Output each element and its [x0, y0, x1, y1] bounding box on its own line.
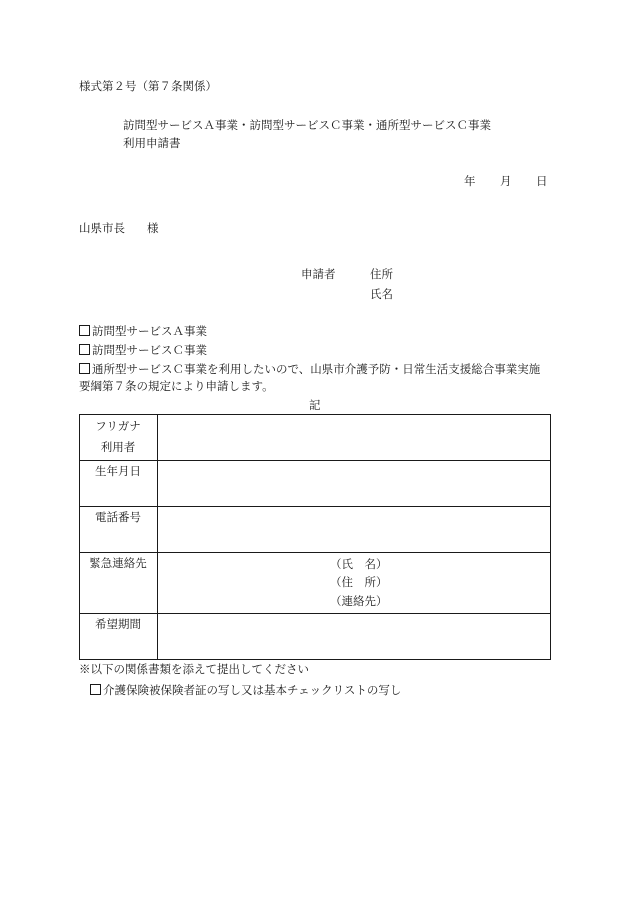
date-month-label: 月	[500, 174, 512, 188]
birthdate-label: 生年月日	[95, 464, 141, 478]
option-visit-a	[79, 325, 207, 338]
option-visit-a-label: 訪問型サービスＡ事業	[92, 324, 207, 338]
table-row-divider	[79, 613, 551, 614]
emergency-label: 緊急連絡先	[89, 556, 147, 570]
furigana-label: フリガナ	[95, 419, 141, 433]
emergency-name-label: （氏 名）	[330, 557, 388, 571]
option-daycare-c	[79, 363, 540, 376]
attachment-note: ※以下の関係書類を添えて提出してください	[79, 662, 309, 676]
checkbox-visit-c[interactable]	[79, 344, 90, 355]
option-visit-c-label: 訪問型サービスＣ事業	[92, 343, 207, 357]
attachment-item-label: 介護保険被保険者証の写し又は基本チェックリストの写し	[103, 683, 402, 697]
checkbox-visit-a[interactable]	[79, 325, 90, 336]
address-label: 住所	[370, 267, 393, 281]
ki-label: 記	[309, 398, 321, 412]
statement-line2: 要綱第７条の規定により申請します。	[79, 379, 274, 393]
emergency-contact-label: （連絡先）	[330, 594, 388, 608]
phone-label: 電話番号	[95, 510, 141, 524]
date-day-label: 日	[536, 174, 548, 188]
emergency-address-label: （住 所）	[330, 575, 388, 589]
date-year-label: 年	[464, 174, 476, 188]
form-title-line1: 訪問型サービスＡ事業・訪問型サービスＣ事業・通所型サービスＣ事業	[123, 118, 491, 132]
checkbox-attachment[interactable]	[90, 684, 101, 695]
table-column-divider	[157, 414, 158, 660]
option-daycare-c-label: 通所型サービスＣ事業を利用したいので、山県市介護予防・日常生活支援総合事業実施	[92, 362, 541, 376]
attachment-item	[90, 684, 401, 697]
table-row-divider	[79, 460, 551, 461]
form-number: 様式第２号（第７条関係）	[79, 79, 217, 93]
period-label: 希望期間	[95, 617, 141, 631]
applicant-label: 申請者	[301, 267, 336, 281]
form-title-line2: 利用申請書	[123, 136, 181, 150]
checkbox-daycare-c[interactable]	[79, 363, 90, 374]
table-row-divider	[79, 552, 551, 553]
addressee-honorific: 様	[147, 221, 159, 235]
addressee-name: 山県市長	[79, 221, 125, 235]
table-row-divider	[79, 506, 551, 507]
user-label: 利用者	[100, 440, 136, 454]
option-visit-c	[79, 344, 207, 357]
name-label: 氏名	[370, 287, 393, 301]
